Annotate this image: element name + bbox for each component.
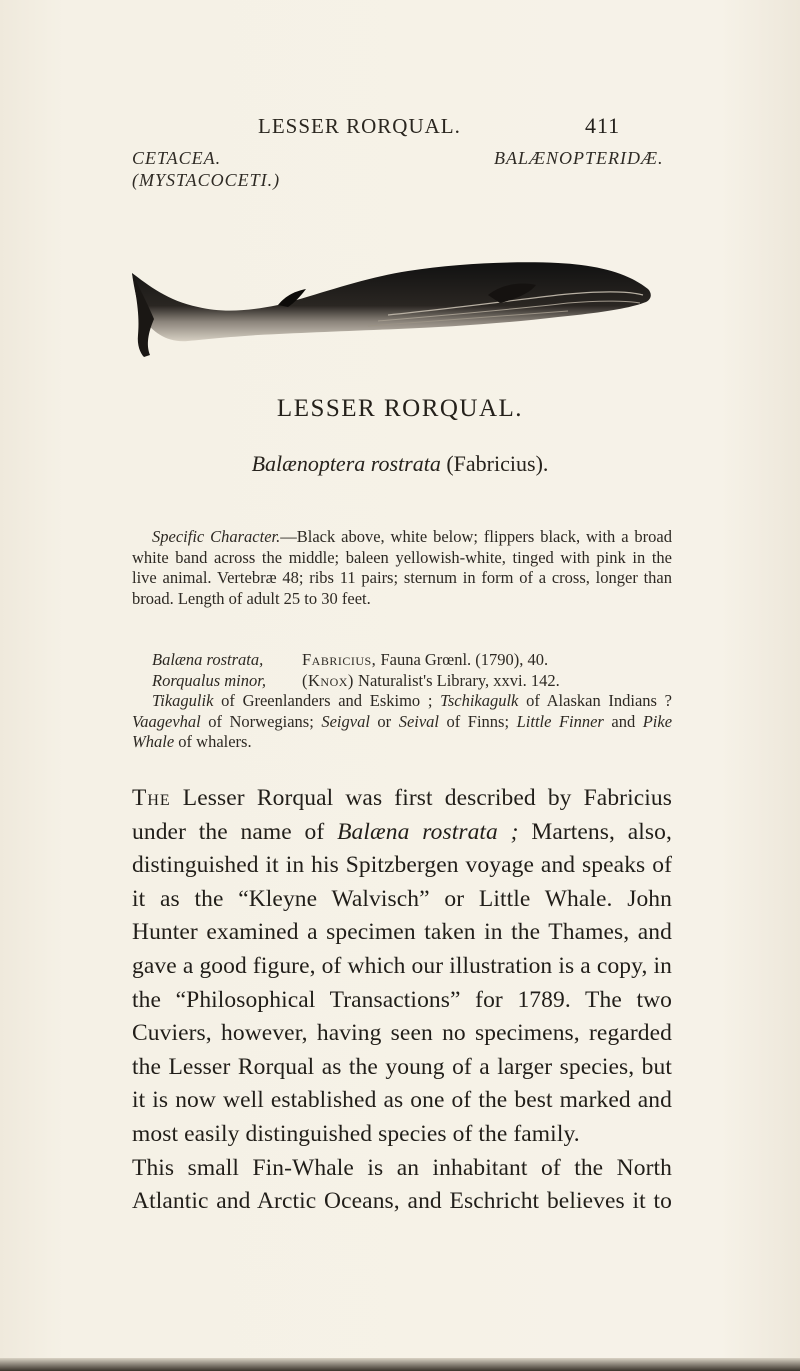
synonym-line — [132, 650, 672, 671]
suborder-label: (MYSTACOCETI.) — [132, 170, 281, 190]
vernacular-name: Tschikagulk — [440, 691, 519, 710]
running-head — [0, 114, 800, 142]
vernacular-text: of Greenlanders and Eskimo ; — [213, 691, 441, 710]
vernacular-text: of Norwegians; — [200, 711, 322, 731]
paragraph: This small Fin-Whale is an inhabitant of the North Atlantic and Arctic Oceans, and Eschricht believes it to — [132, 1154, 672, 1215]
vernacular-name: Seigval — [321, 711, 370, 731]
vernacular-name: Seival — [398, 711, 440, 731]
synonym-author: (Knox) — [302, 670, 354, 690]
paragraph-text: Lesser Rorqual was first described by Fabricius under the name of — [132, 785, 672, 845]
synonym-name: Rorqualus minor, — [152, 670, 266, 690]
family-label: BALÆNOPTERIDÆ. — [494, 148, 664, 168]
specific-character-text: —Black above, white below; flippers black, with a broad white band across the middle; baleen yellowish-white, tinged with pink in the live animal. Vertebræ 48; ribs 11 pairs; sternum in form of a cross, longer than broad. Length of adult 25 to 30 feet. — [132, 527, 672, 608]
vernacular-name: Tikagulik — [152, 691, 214, 710]
paragraph — [132, 782, 672, 1152]
vernacular-text: or — [369, 711, 399, 731]
vernacular-text: of Finns; — [439, 711, 517, 731]
main-title: LESSER RORQUAL. — [276, 395, 524, 422]
order-label: CETACEA. — [132, 148, 222, 168]
vernacular-text: of whalers. — [174, 732, 252, 751]
genus-species: Balænoptera rostrata — [251, 451, 441, 476]
synonym-reference: Naturalist's Library, xxvi. 142. — [353, 670, 560, 690]
common-names — [132, 691, 672, 751]
whale-body — [132, 262, 651, 341]
page-bottom-edge — [0, 1358, 800, 1371]
synonym-author: Fabricius, — [302, 650, 377, 669]
vernacular-name: Vaagevhal — [132, 711, 201, 731]
synonym-line — [132, 671, 672, 692]
specific-character-label: Specific Character. — [152, 527, 281, 546]
authority: (Fabricius). — [446, 451, 549, 476]
latin-name: Balæna rostrata ; — [337, 818, 519, 845]
whale-illustration — [128, 255, 654, 365]
synonym-reference: Fauna Grœnl. (1790), 40. — [376, 650, 549, 669]
vernacular-name: Pike Whale — [132, 711, 673, 751]
specific-character — [132, 527, 672, 609]
vernacular-text: of Alaskan Indians ? — [518, 691, 672, 710]
running-title: LESSER RORQUAL. — [258, 114, 461, 138]
paragraph-text: Martens, also, distinguished it in his Spitzbergen voyage and speaks of it as the “Kleyne Walvisch” or Little Whale. John Hunter examined a specimen taken in the Thames, and gave a good figure, of which our illustration is a copy, in the “Philosophical Transactions” for 1789. The two Cuviers, however, having seen no specimens, regarded the Lesser Rorqual as the young of a larger species, but it is now well established as one of the best marked and most easily distinguished species of the family. — [132, 818, 672, 1147]
scientific-name — [220, 451, 580, 477]
paragraph-lead: The — [132, 785, 171, 811]
body-text — [132, 782, 672, 1219]
vernacular-text: and — [603, 711, 643, 731]
synonym-name: Balæna rostrata, — [152, 650, 264, 669]
synonyms — [132, 650, 672, 753]
classification — [0, 148, 800, 200]
vernacular-name: Little Finner — [516, 711, 604, 731]
page-number: 411 — [585, 113, 621, 138]
